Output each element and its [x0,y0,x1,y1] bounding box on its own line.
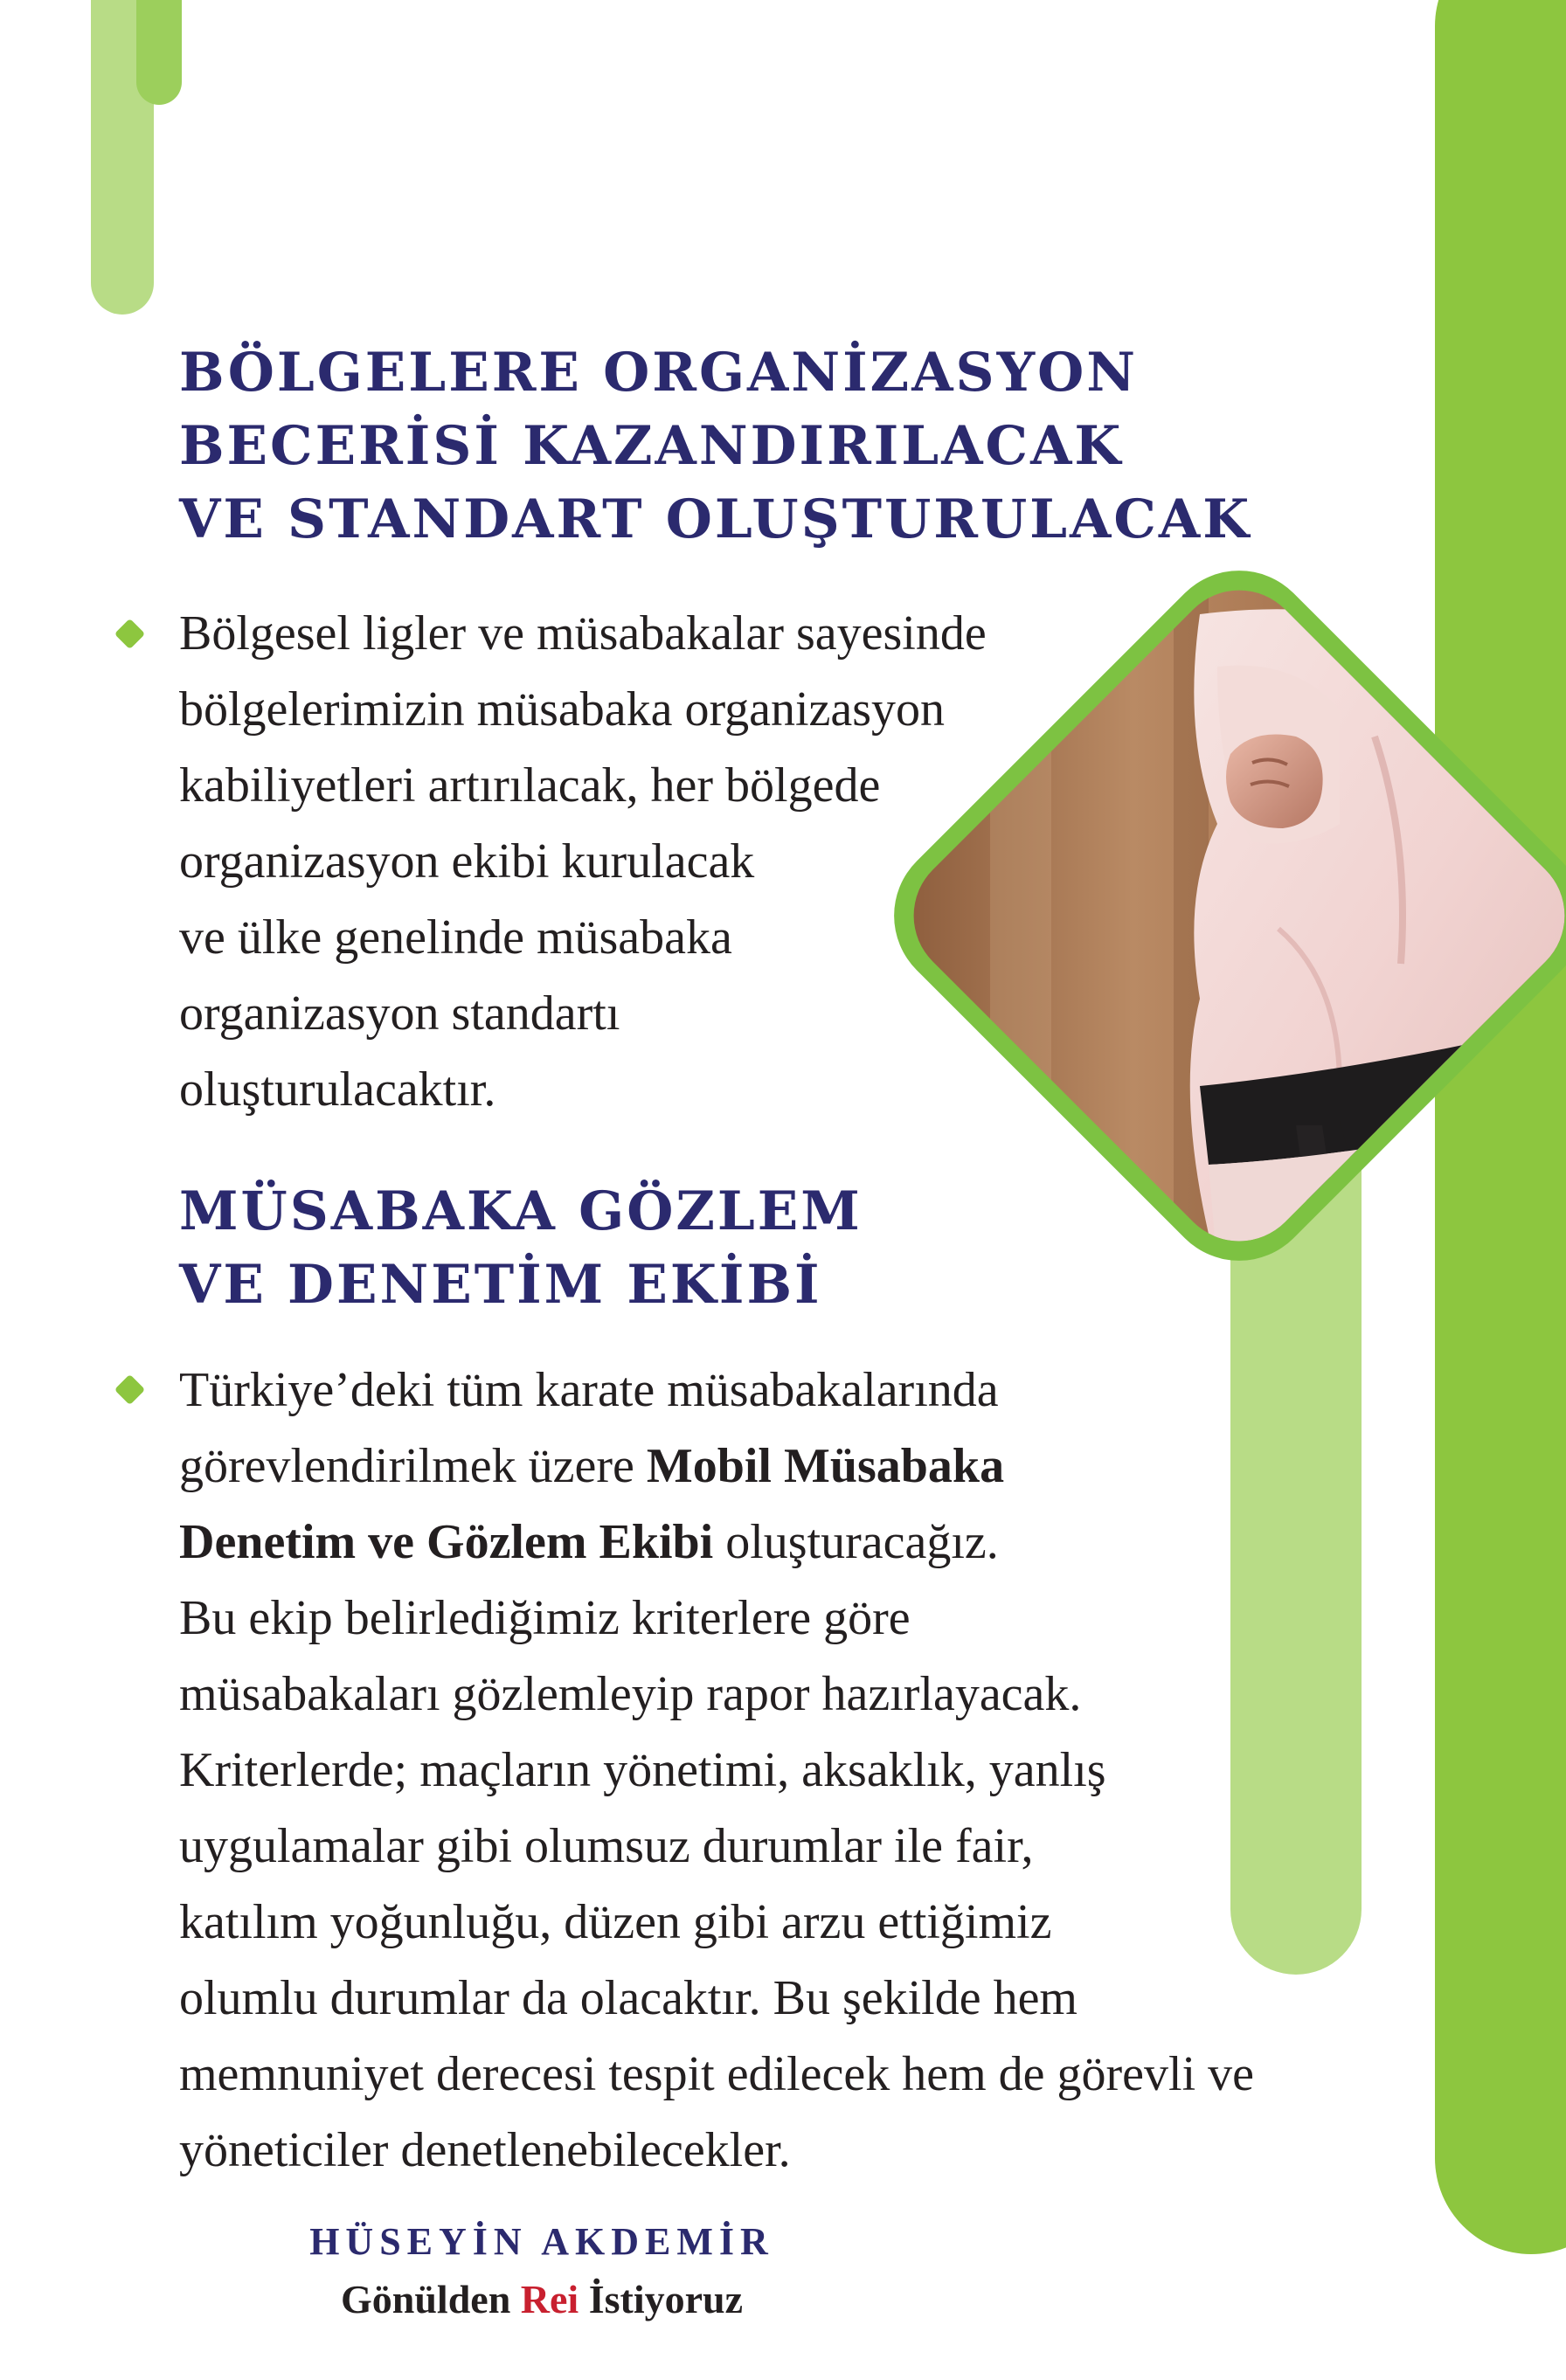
section2-body-line: müsabakaları gözlemleyip rapor hazırlayacak. [179,1667,1082,1721]
bullet-diamond-icon [114,619,145,649]
slogan-text: İstiyoruz [579,2277,744,2321]
section1-heading [179,336,1251,557]
section1-body-line: oluşturulacaktır. [179,1062,496,1117]
section2-body-line: olumlu durumlar da olacaktır. Bu şekilde hem [179,1971,1077,2025]
section2-body [179,1353,1254,2189]
section2-body-line: Türkiye’deki tüm karate müsabakalarında [179,1363,999,1417]
slogan-accent: Rei [520,2277,579,2321]
signature-name: HÜSEYİN AKDEMİR [309,2220,774,2263]
section2-heading-line: VE DENETİM EKİBİ [179,1254,822,1316]
section2-body-line: Kriterlerde; maçların yönetimi, aksaklık, yanlış [179,1743,1106,1797]
section2-body-line: uygulamalar gibi olumsuz durumlar ile fair, [179,1819,1034,1873]
section1-body-line: kabiliyetleri artırılacak, her bölgede [179,758,881,813]
section2-body-line: yöneticiler denetlenebilecekler. [179,2123,791,2177]
section2-body-line [179,1505,1254,1581]
section1-body-line: organizasyon ekibi kurulacak [179,834,755,889]
section2-heading-line: MÜSABAKA GÖZLEM [179,1180,863,1242]
section1-body-line: organizasyon standartı [179,986,620,1041]
decor-bar-top-left-inner [136,0,182,105]
section2-body-line: Bu ekip belirlediğimiz kriterlere göre [179,1591,911,1645]
section2-body-text: oluşturacağız. [713,1515,999,1569]
slogan-text: Gönülden [340,2277,521,2321]
section1-heading-line: BÖLGELERE ORGANİZASYON [179,342,1139,404]
section2-heading [179,1175,863,1322]
section1-heading-line: BECERİSİ KAZANDIRILACAK [179,415,1124,477]
section2-body-line: memnuniyet derecesi tespit edilecek hem de görevli ve [179,2047,1254,2101]
slogan [0,2276,1084,2322]
decor-strip-right [1435,0,1566,2254]
highlight-text: Mobil Müsabaka [646,1439,1005,1493]
section2-body-line: katılım yoğunluğu, düzen gibi arzu ettiğimiz [179,1895,1052,1949]
section1-body-line: Bölgesel ligler ve müsabakalar sayesinde [179,606,987,661]
bullet-diamond-icon [114,1374,145,1405]
section1-heading-line: VE STANDART OLUŞTURULACAK [179,488,1252,550]
section1-body [179,596,987,1128]
section1-body-line: ve ülke genelinde müsabaka [179,910,732,965]
highlight-text: Denetim ve Gözlem Ekibi [179,1515,714,1569]
section1-body-line: bölgelerimizin müsabaka organizasyon [179,682,946,737]
section2-body-text: görevlendirilmek üzere [179,1439,647,1493]
section2-body-line [179,1429,1254,1505]
